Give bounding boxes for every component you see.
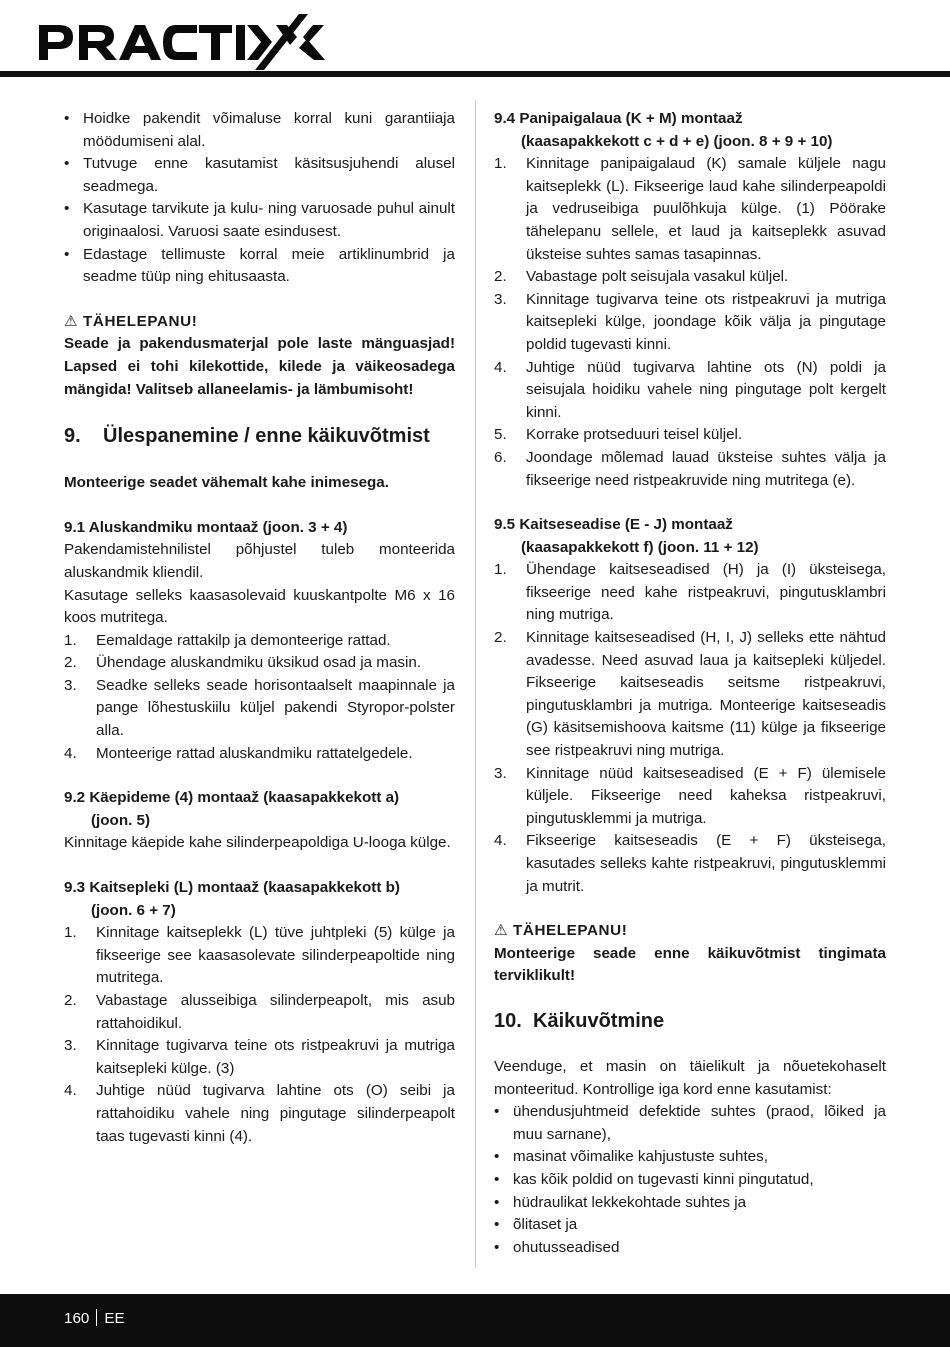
section-title: Ülespanemine / enne käikuvõtmist (103, 425, 430, 448)
list-item: 2. Kinnitage kaitseseadised (H, I, J) selleks ette nähtud avadesse. Need asuvad laua ja kaitsepleki küljedel. Fikseerige kaitseseadis seitsme ristpeakruvi, pingutusklambri ja mutriga. Monteerige kaitseseadis (G) käsitsemishoova kaitsme (11) külge ja fikseerige see ristpeakruvi ning mutriga. (494, 629, 886, 760)
assembly-note: Monteerige seadet vähemalt kahe inimesega. (64, 474, 389, 492)
column-divider (475, 100, 476, 1268)
list-item: 3. Kinnitage tugivarva teine ots ristpeakruvi ja mutriga kaitsepleki külge. (3) (64, 1037, 455, 1077)
list-item: 1. Ühendage kaitseseadised (H) ja (I) üksteisega, fikseerige need kahe ristpeakruvi, pingutusklambri ning mutriga. (494, 561, 886, 624)
list-item: • Kasutage tarvikute ja kulu- ning varuosade puhul ainult originaalosi. Varuosi saate esindusest. (64, 198, 455, 243)
subsection-title-cont: (joon. 5) (91, 811, 151, 829)
list-item: • ohutusseadised (494, 1237, 886, 1260)
section-number: 10. (494, 1009, 522, 1032)
list-item: 2. Ühendage aluskandmiku üksikud osad ja masin. (64, 654, 422, 672)
right-column (494, 108, 886, 1259)
list-item: 4. Monteerige rattad aluskandmiku rattatelgedele. (64, 744, 413, 762)
list-item: 1. Kinnitage panipaigalaud (K) samale küljele nagu kaitseplekk (L). Fikseerige laud kahe silinderpeapoldi ja vedruseibiga puulõhkuja külge. (1) Pöörake tähelepanu sellele, et laud ja kaitseplekk asuvad üksteise suhtes samas tasapinnas. (494, 155, 886, 263)
list-item: 4. Juhtige nüüd tugivarva lahtine ots (N) poldi ja seisujala hoidiku vahele ning pingutage polt kergelt kinni. (494, 358, 886, 421)
list-item: • Hoidke pakendit võimaluse korral kuni garantiiaja möödumiseni alal. (64, 108, 455, 153)
subsection-title: 9.5 Kaitseseadise (E - J) montaaž (494, 516, 733, 534)
paragraph: Kasutage selleks kaasasolevaid kuuskantpolte M6 x 16 koos mutritega. (64, 586, 455, 627)
list-item: 3. Kinnitage nüüd kaitseseadised (E + F) ülemisele küljele. Fikseerige need kaheksa ristpeakruvi, pingutusklemmi ja mutriga. (494, 764, 886, 827)
paragraph: Kinnitage käepide kahe silinderpeapoldiga U-looga külge. (64, 834, 451, 852)
list-item: • õlitaset ja (494, 1214, 886, 1237)
list-item: 1. Kinnitage kaitseplekk (L) tüve juhtpleki (5) külge ja fikseerige see kaasasolevate silinderpeapoltide ning mutritega. (64, 924, 455, 987)
practixx-logo-icon (37, 10, 332, 70)
numbered-list (494, 153, 886, 492)
numbered-list (64, 630, 455, 766)
page-number: 160 (64, 1310, 90, 1327)
subsection-title: 9.4 Panipaigalaua (K + M) montaaž (494, 110, 743, 127)
warning-text: Monteerige seade enne käikuvõtmist tingimata terviklikult! (494, 944, 886, 985)
section-heading (494, 1008, 886, 1034)
paragraph: Pakendamistehnilistel põhjustel tuleb monteerida aluskandmik kliendil. (64, 541, 455, 581)
list-item: 3. Kinnitage tugivarva teine ots ristpeakruvi ja mutriga kaitsepleki külge, joondage kõik välja ja pingutage poldid tugevasti kinni. (494, 290, 886, 353)
list-item: 2. Vabastage polt seisujala vasakul küljel. (494, 268, 789, 286)
list-item: 6. Joondage mõlemad lauad üksteise suhtes välja ja fikseerige need ristpeakruvide ning mutritega (e). (494, 448, 886, 489)
list-item: • kas kõik poldid on tugevasti kinni pingutatud, (494, 1169, 886, 1192)
numbered-list (64, 922, 455, 1148)
list-item: • hüdraulikat lekkekohtade suhtes ja (494, 1192, 886, 1215)
intro-bullet-list (64, 108, 455, 289)
numbered-list (494, 559, 886, 898)
list-item: • Tutvuge enne kasutamist käsitsusjuhendi alusel seadmega. (64, 153, 455, 198)
list-item: 2. Vabastage alusseibiga silinderpeapolt, mis asub rattahoidikul. (64, 992, 455, 1032)
subsection-title: 9.2 Käepideme (4) montaaž (kaasapakkekott a) (64, 789, 400, 807)
section-heading (64, 423, 455, 449)
subsection-title: 9.1 Aluskandmiku montaaž (joon. 3 + 4) (64, 518, 348, 536)
warning-title: ⚠ TÄHELEPANU! (494, 922, 628, 940)
page-footer (0, 1294, 950, 1347)
subsection-title-cont: (kaasapakkekott c + d + e) (joon. 8 + 9 + 10) (521, 132, 833, 150)
warning-title: ⚠ TÄHELEPANU! (64, 312, 198, 330)
subsection-title-cont: (joon. 6 + 7) (91, 901, 176, 919)
list-item: 4. Fikseerige kaitseseadis (E + F) üksteisega, kasutades selleks kahte ristpeakruvi, pingutusklemmi ja mutrit. (494, 832, 886, 895)
left-column (64, 108, 455, 1148)
header-rule (0, 71, 950, 77)
brand-wordmark (39, 14, 325, 70)
checklist (494, 1101, 886, 1259)
subsection-title: 9.3 Kaitsepleki (L) montaaž (kaasapakkekott b) (64, 879, 400, 897)
section-title: Käikuvõtmine (533, 1009, 665, 1032)
list-item: 5. Korrake protseduuri teisel küljel. (494, 426, 743, 444)
list-item: 4. Juhtige nüüd tugivarva lahtine ots (O) seibi ja rattahoidiku vahele ning pingutage silinderpeapolt taas tugevasti kinni (4). (64, 1082, 455, 1145)
warning-text: Seade ja pakendusmaterjal pole laste mänguasjad! Lapsed ei tohi kilekottide, kilede ja väikeosadega mängida! Valitseb allaneelamis- ja lämbumisoht! (64, 335, 455, 398)
subsection-title-cont: (kaasapakkekott f) (joon. 11 + 12) (521, 538, 759, 556)
section-number: 9. (64, 425, 81, 448)
list-item: 3. Seadke selleks seade horisontaalselt maapinnale ja pange lõhestuskiilu küljel pakendi Styropor-polster alla. (64, 676, 455, 740)
list-item: • Edastage tellimuste korral meie artiklinumbrid ja seadme tüüp ning ehitusaasta. (64, 244, 455, 289)
footer-text (64, 1308, 125, 1330)
paragraph: Veenduge, et masin on täielikult ja nõuetekohaselt monteeritud. Kontrollige iga kord enne kasutamist: (494, 1057, 886, 1098)
language-code: EE (104, 1310, 125, 1327)
list-item: • masinat võimalike kahjustuste suhtes, (494, 1146, 886, 1169)
list-item: 1. Eemaldage rattakilp ja demonteerige rattad. (64, 631, 391, 649)
footer-divider (96, 1309, 97, 1326)
list-item: • ühendusjuhtmeid defektide suhtes (praod, lõiked ja muu sarnane), (494, 1101, 886, 1146)
